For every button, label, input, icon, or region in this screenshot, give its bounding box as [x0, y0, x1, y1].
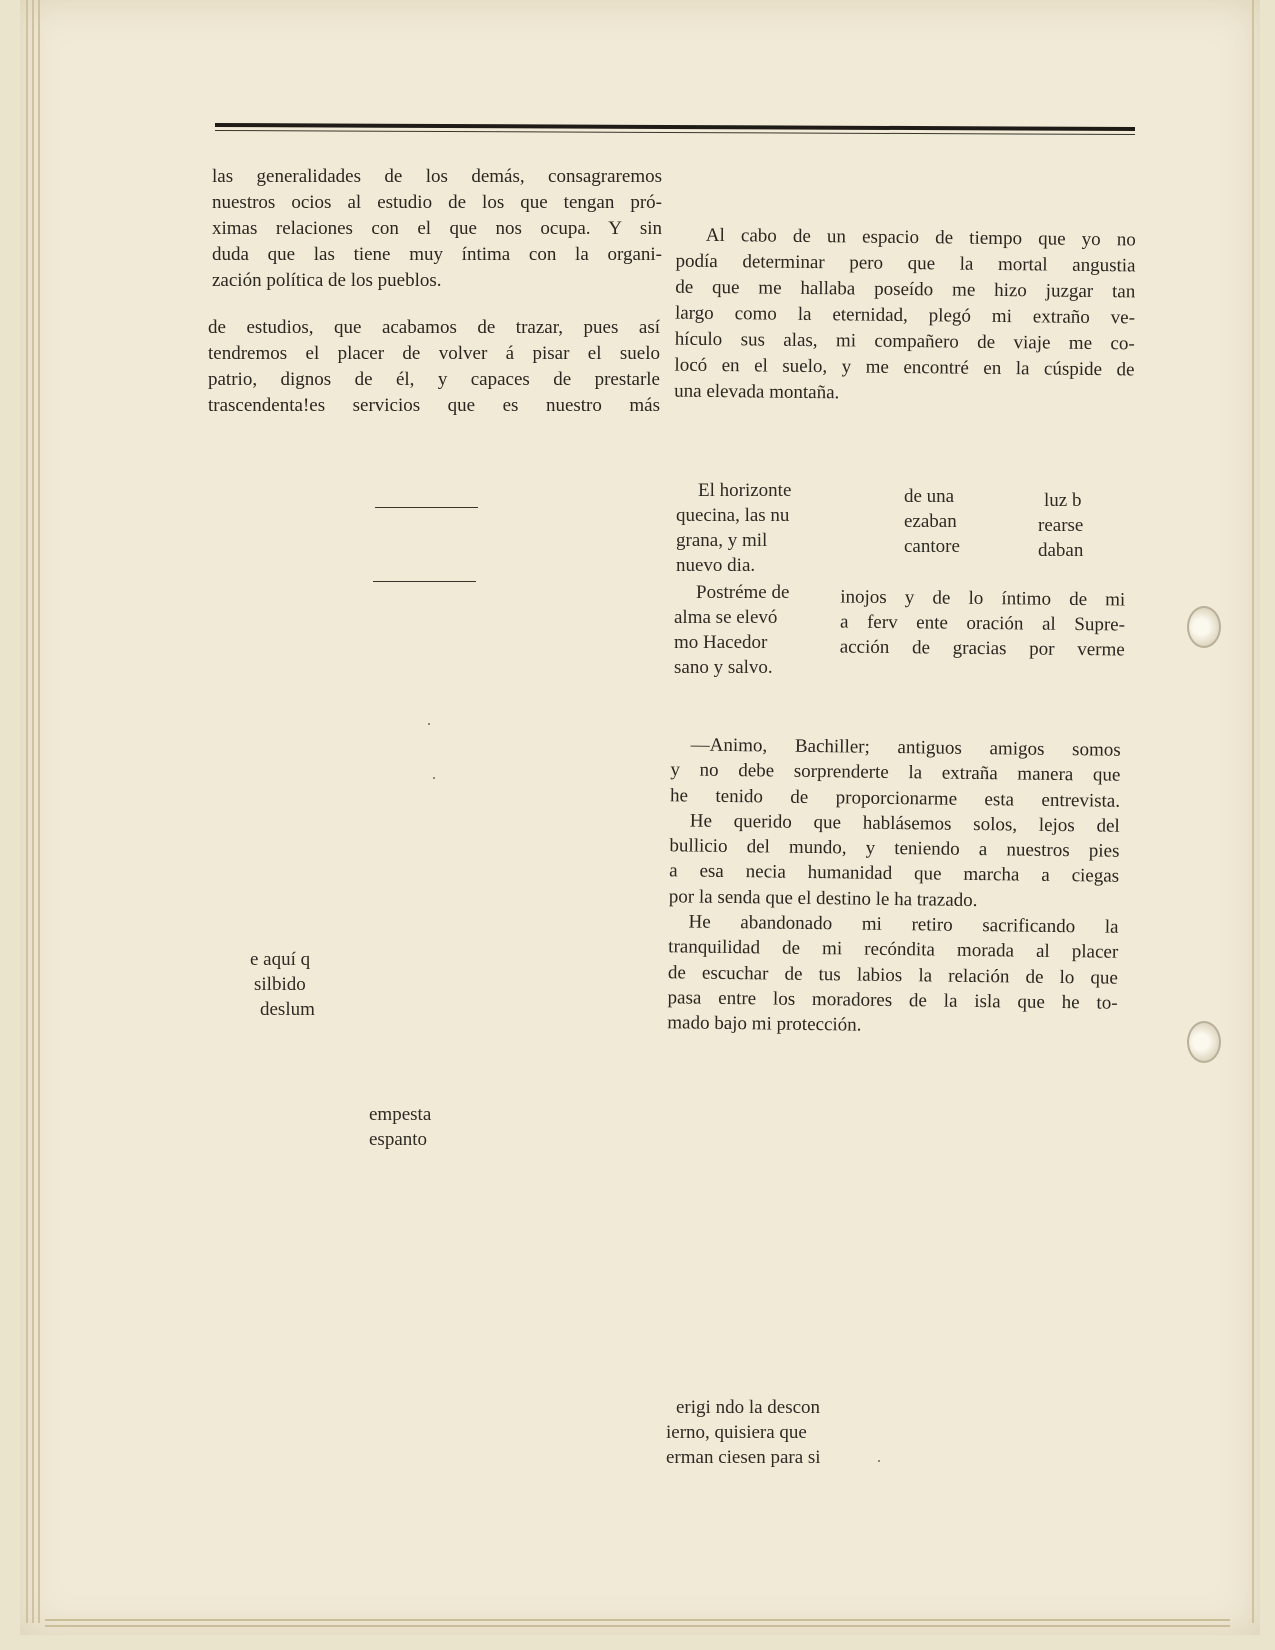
- text-line: largo como la eternidad, plegó mi extraño ve-: [674, 302, 1136, 329]
- text-line: por la senda que el destino le ha trazado.: [668, 886, 978, 911]
- right-fragment-hinojos: [840, 585, 1126, 663]
- text-line: zación política de los pueblos.: [212, 270, 442, 291]
- text-line: mo Hacedor: [674, 632, 768, 653]
- text-line: —Animo, Bachiller; antiguos amigos somos: [690, 734, 1121, 761]
- text-line: he tenido de proporcionarme esta entrevista.: [669, 784, 1121, 812]
- left-paragraph-1: [212, 164, 662, 294]
- text-line: e aquí q: [250, 949, 311, 970]
- text-line: tendremos el placer de volver á pisar el suelo: [208, 343, 660, 364]
- text-line: He querido que hablásemos solos, lejos del: [689, 810, 1120, 837]
- page-stack-bottom-edge: [45, 1625, 1230, 1627]
- text-line: silbido: [254, 974, 306, 995]
- text-line: ierno, quisiera que: [666, 1422, 807, 1443]
- section-divider: [373, 581, 476, 582]
- text-line: de que me hallaba poseído me hizo juzgar tan: [675, 276, 1136, 303]
- text-line: ximas relaciones con el que nos ocupa. Y sin: [212, 218, 662, 239]
- text-line: rearse: [1038, 515, 1084, 536]
- text-line: sano y salvo.: [674, 657, 773, 678]
- text-line: a ferv ente oración al Supre-: [839, 611, 1126, 636]
- text-line: una elevada montaña.: [674, 380, 840, 404]
- text-line: cantore: [904, 536, 960, 557]
- text-line: alma se elevó: [674, 607, 778, 628]
- text-line: de una: [904, 486, 955, 507]
- text-line: acción de gracias por verme: [839, 636, 1125, 661]
- text-line: erman ciesen para si: [666, 1447, 821, 1468]
- text-line: espanto: [369, 1129, 428, 1150]
- ink-speck: [433, 777, 435, 779]
- text-line: quecina, las nu: [676, 505, 790, 526]
- page-stack-edge: [1252, 0, 1254, 1623]
- text-line: empesta: [369, 1104, 432, 1125]
- text-line: ezaban: [904, 511, 957, 532]
- right-fragment-postreme: [674, 580, 789, 680]
- text-line: de escuchar de tus labios la relación de lo que: [667, 961, 1119, 989]
- right-fragment-erigiendo: [666, 1395, 821, 1470]
- left-fragment-aqui: [250, 947, 315, 1022]
- text-line: podía determinar pero que la mortal angustia: [675, 250, 1136, 277]
- text-line: pasa entre los moradores de la isla que he to-: [667, 987, 1118, 1014]
- text-line: nuevo dia.: [676, 555, 756, 576]
- text-line: las generalidades de los demás, consagraremos: [212, 166, 662, 187]
- text-line: Al cabo de un espacio de tiempo que yo no: [705, 224, 1136, 251]
- text-line: nuestros ocios al estudio de los que tengan pró-: [212, 192, 662, 213]
- text-line: y no debe sorprenderte la extraña manera que: [670, 759, 1121, 787]
- binder-hole: [1187, 606, 1221, 648]
- ink-speck: [428, 723, 430, 725]
- text-line: duda que las tiene muy íntima con la organi-: [212, 244, 662, 265]
- text-line: Postréme de: [696, 582, 790, 603]
- text-line: hículo sus alas, mi compañero de viaje me co-: [674, 328, 1135, 355]
- text-line: patrio, dignos de él, y capaces de prestarle: [208, 369, 660, 390]
- text-line: tranquilidad de mi recóndita morada al placer: [668, 936, 1119, 964]
- left-fragment-tempesta: [369, 1102, 431, 1152]
- text-line: locó en el suelo, y me encontré en la cúspide de: [674, 354, 1135, 381]
- page-stack-bottom-edge: [45, 1619, 1230, 1621]
- text-line: de estudios, que acabamos de trazar, pues así: [208, 317, 660, 338]
- text-line: grana, y mil: [676, 530, 768, 551]
- page-stack-edge: [38, 0, 40, 1623]
- text-line: He abandonado mi retiro sacrificando la: [688, 911, 1119, 938]
- right-paragraph-2: [667, 732, 1121, 1041]
- text-line: erigi ndo la descon: [676, 1397, 821, 1418]
- right-fragment-horizonte: [676, 478, 791, 578]
- ink-speck: [878, 1460, 880, 1462]
- text-line: deslum: [260, 999, 315, 1020]
- page-stack-edge: [26, 0, 28, 1623]
- right-fragment-luz: [1038, 488, 1083, 563]
- binder-hole: [1187, 1021, 1221, 1063]
- text-line: daban: [1038, 540, 1084, 561]
- text-line: mado bajo mi protección.: [667, 1012, 862, 1036]
- section-divider: [375, 507, 478, 508]
- page-stack-edge: [32, 0, 34, 1623]
- left-paragraph-2: [208, 315, 660, 419]
- right-fragment-deuna: [904, 484, 960, 559]
- text-line: trascendenta!es servicios que es nuestro más: [208, 395, 660, 416]
- text-line: inojos y de lo íntimo de mi: [840, 586, 1126, 611]
- text-line: El horizonte: [698, 480, 792, 501]
- text-line: a esa necia humanidad que marcha a ciegas: [669, 860, 1120, 888]
- text-line: bullicio del mundo, y teniendo a nuestros pies: [669, 835, 1120, 862]
- text-line: luz b: [1044, 490, 1082, 511]
- right-paragraph-1: [674, 223, 1136, 410]
